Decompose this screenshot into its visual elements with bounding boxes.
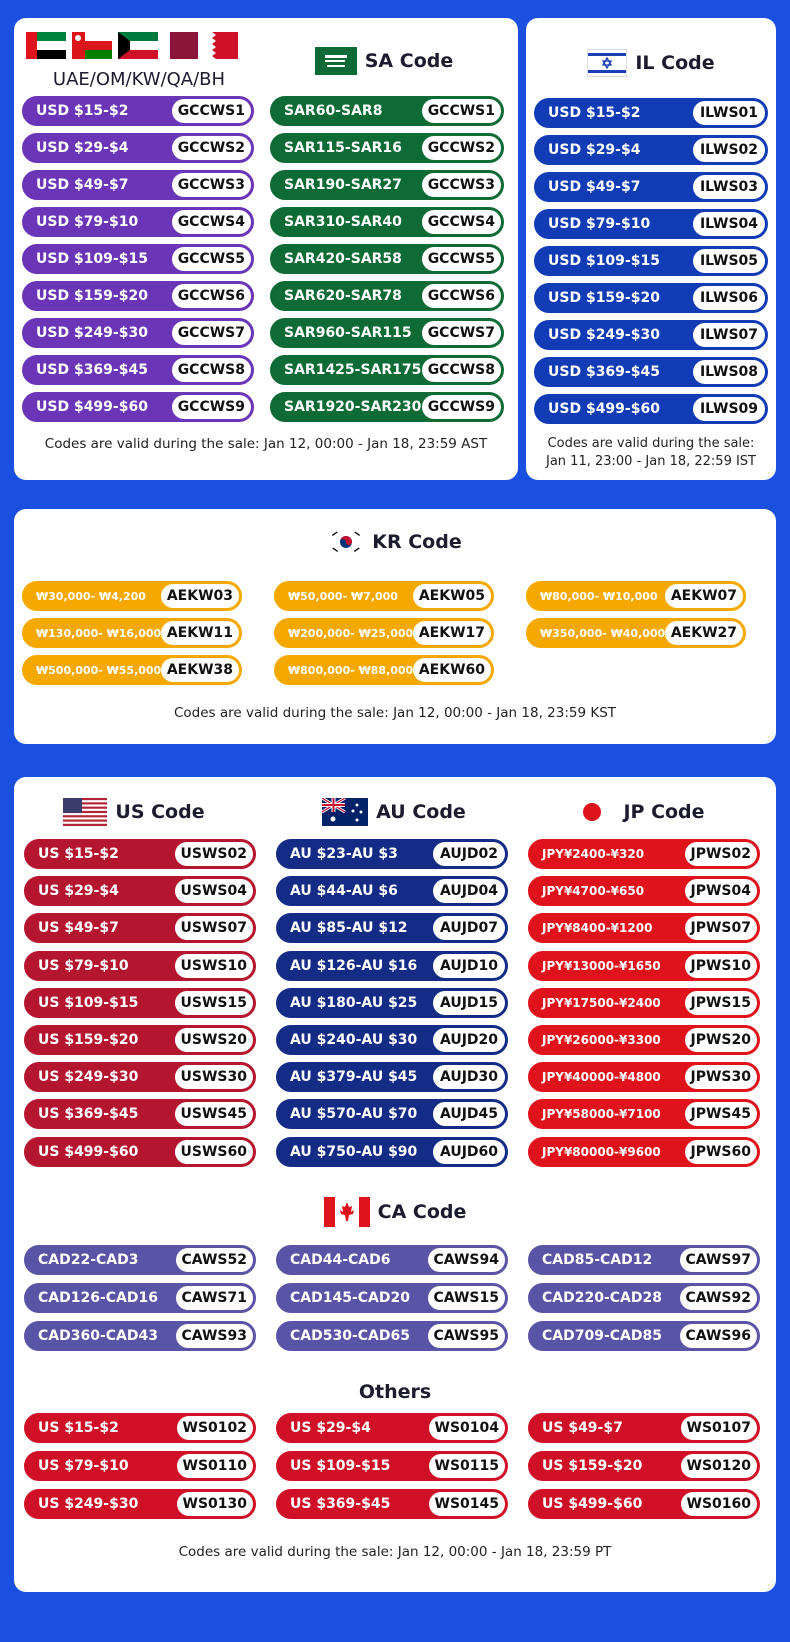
gcc-code[interactable]: GCCWS9 [172,395,251,419]
sa-code[interactable]: GCCWS4 [422,210,501,234]
others-validity-note: Codes are valid during the sale: Jan 12, 00:00 - Jan 18, 23:59 PT [178,1544,612,1560]
gcc-amount: USD $159-$20 [36,288,148,304]
au-code-pill[interactable] [276,1025,508,1055]
il-title-row [526,48,776,78]
jp-code[interactable]: JPWS30 [685,1065,757,1089]
kr-amount: ₩350,000- ₩40,000 [540,626,665,640]
kr-code-pill[interactable] [274,581,494,611]
au-amount: AU $126-AU $16 [290,957,418,974]
sa-code-pill[interactable] [270,170,504,200]
gcc-code[interactable]: GCCWS1 [172,99,251,123]
us-amount: US $369-$45 [38,1106,139,1123]
ca-code-pill[interactable] [24,1321,256,1351]
ca-code-pill[interactable] [24,1283,256,1313]
others-amount: US $159-$20 [542,1458,643,1474]
kr-code[interactable]: AEKW07 [665,584,743,608]
us-code[interactable]: USWS04 [175,879,253,903]
ca-code[interactable]: CAWS71 [176,1286,254,1310]
gcc-amount: USD $15-$2 [36,103,129,119]
others-amount: US $29-$4 [290,1420,371,1436]
ca-amount: CAD709-CAD85 [542,1328,662,1344]
oman-flag-icon [72,32,112,59]
au-code[interactable]: AUJD10 [433,954,505,978]
ca-title: CA Code [377,1201,467,1223]
il-amount: USD $109-$15 [548,253,660,269]
kr-amount: ₩200,000- ₩25,000 [288,626,413,640]
sa-code-pill[interactable] [270,133,504,163]
others-amount: US $109-$15 [290,1458,391,1474]
il-code[interactable]: ILWS08 [693,360,765,384]
sa-amount: SAR960-SAR115 [284,325,412,341]
us-code-pill[interactable] [24,988,256,1018]
sa-code-pill[interactable] [270,355,504,385]
jp-code[interactable]: JPWS04 [685,879,757,903]
jp-amount: JPY¥17500-¥2400 [542,995,661,1010]
sa-amount: SAR310-SAR40 [284,214,402,230]
au-amount: AU $570-AU $70 [290,1106,418,1123]
il-code[interactable]: ILWS03 [693,175,765,199]
others-code-pill[interactable] [24,1451,256,1481]
sa-amount: SAR60-SAR8 [284,103,383,119]
gcc-code[interactable]: GCCWS8 [172,358,251,382]
il-amount: USD $499-$60 [548,401,660,417]
others-code-pill[interactable] [528,1489,760,1519]
gcc-code-pill[interactable] [22,281,254,311]
kr-code[interactable]: AEKW60 [413,658,491,682]
kr-amount: ₩500,000- ₩55,000 [36,663,161,677]
jp-code[interactable]: JPWS60 [685,1140,757,1164]
jp-code[interactable]: JPWS02 [685,842,757,866]
others-amount: US $49-$7 [542,1420,623,1436]
jp-code-pill[interactable] [528,1062,760,1092]
ca-code-pill[interactable] [276,1321,508,1351]
sa-amount: SAR1425-SAR175 [284,362,422,378]
au-amount: AU $23-AU $3 [290,846,398,862]
canada-flag-icon [324,1197,370,1227]
il-title: IL Code [635,52,715,74]
kr-code[interactable]: AEKW17 [413,621,491,645]
us-code[interactable]: USWS15 [175,991,253,1015]
us-code[interactable]: USWS30 [175,1065,253,1089]
kr-code-pill[interactable] [274,655,494,685]
jp-code-pill[interactable] [528,1025,760,1055]
gcc-amount: USD $109-$15 [36,251,148,267]
il-code-pill[interactable] [534,98,768,128]
au-code[interactable]: AUJD30 [433,1065,505,1089]
sa-code[interactable]: GCCWS7 [422,321,501,345]
us-code-pill[interactable] [24,839,256,869]
us-code-pill[interactable] [24,913,256,943]
us-code[interactable]: USWS60 [175,1140,253,1164]
ca-amount: CAD145-CAD20 [290,1290,410,1306]
others-code[interactable]: WS0130 [177,1492,254,1516]
kr-code-pill[interactable] [274,618,494,648]
ca-code-pill[interactable] [276,1245,508,1275]
ca-code[interactable]: CAWS92 [680,1286,758,1310]
kr-title: KR Code [372,531,462,553]
il-amount: USD $159-$20 [548,290,660,306]
au-amount: AU $44-AU $6 [290,883,398,900]
ca-code-pill[interactable] [528,1283,760,1313]
gcc-code-pill[interactable] [22,392,254,422]
sa-code[interactable]: GCCWS3 [422,173,501,197]
gcc-code-pill[interactable] [22,207,254,237]
il-code-pill[interactable] [534,209,768,239]
il-amount: USD $15-$2 [548,105,641,121]
us-code-pill[interactable] [24,951,256,981]
sa-code[interactable]: GCCWS5 [422,247,501,271]
il-code-pill[interactable] [534,320,768,350]
others-code[interactable]: WS0115 [429,1454,506,1478]
saudi-flag-icon [315,47,357,75]
gcc-amount: USD $29-$4 [36,140,129,156]
gcc-amount: USD $499-$60 [36,399,148,415]
gcc-code[interactable]: GCCWS7 [172,321,251,345]
au-amount: AU $240-AU $30 [290,1032,418,1048]
others-amount: US $499-$60 [542,1496,643,1512]
au-title-row [294,797,494,827]
au-code[interactable]: AUJD02 [433,842,505,866]
kr-amount: ₩800,000- ₩88,000 [288,663,413,677]
au-code[interactable]: AUJD60 [433,1140,505,1164]
il-code[interactable]: ILWS05 [693,249,765,273]
au-code[interactable]: AUJD15 [433,991,505,1015]
others-amount: US $369-$45 [290,1496,391,1512]
jp-code-pill[interactable] [528,988,760,1018]
au-code-pill[interactable] [276,1099,508,1129]
ca-code-pill[interactable] [528,1245,760,1275]
gcc-title: UAE/OM/KW/QA/BH [52,68,226,90]
ca-code-pill[interactable] [24,1245,256,1275]
gcc-amount: USD $369-$45 [36,362,148,378]
sa-amount: SAR420-SAR58 [284,251,402,267]
au-amount: AU $180-AU $25 [290,994,418,1011]
jp-code[interactable]: JPWS15 [685,991,757,1015]
au-code[interactable]: AUJD45 [433,1102,505,1126]
kr-code-pill[interactable] [22,618,242,648]
gcc-code-pill[interactable] [22,170,254,200]
kr-amount: ₩50,000- ₩7,000 [288,589,398,603]
kr-code-pill[interactable] [22,581,242,611]
au-amount: AU $379-AU $45 [290,1069,418,1086]
gcc-amount: USD $49-$7 [36,177,129,193]
us-amount: US $15-$2 [38,846,119,862]
others-code[interactable]: WS0120 [681,1454,758,1478]
others-code-pill[interactable] [276,1489,508,1519]
others-code[interactable]: WS0145 [429,1492,506,1516]
il-code[interactable]: ILWS09 [693,397,765,421]
gcc-code-pill[interactable] [22,355,254,385]
sa-code[interactable]: GCCWS1 [422,99,501,123]
gcc-amount: USD $79-$10 [36,214,139,230]
sa-amount: SAR115-SAR16 [284,140,402,156]
us-code-pill[interactable] [24,876,256,906]
il-code[interactable]: ILWS02 [693,138,765,162]
us-title: US Code [115,801,205,823]
au-code-pill[interactable] [276,876,508,906]
kr-title-row [14,527,776,557]
il-code-pill[interactable] [534,394,768,424]
sa-code[interactable]: GCCWS9 [422,395,501,419]
korea-flag-icon [328,529,364,555]
ca-amount: CAD126-CAD16 [38,1290,158,1306]
il-validity-note-line1: Codes are valid during the sale: [547,436,755,451]
au-code-pill[interactable] [276,1137,508,1167]
il-code[interactable]: ILWS06 [693,286,765,310]
us-code[interactable]: USWS10 [175,954,253,978]
sa-title: SA Code [364,50,454,72]
gcc-code-pill[interactable] [22,133,254,163]
others-code[interactable]: WS0110 [177,1454,254,1478]
gcc-code[interactable]: GCCWS3 [172,173,251,197]
us-code-pill[interactable] [24,1099,256,1129]
il-amount: USD $79-$10 [548,216,651,232]
us-code-pill[interactable] [24,1025,256,1055]
au-title: AU Code [376,801,466,823]
gcc-flags [26,32,238,59]
ca-amount: CAD360-CAD43 [38,1328,158,1344]
il-validity-note-line2: Jan 11, 23:00 - Jan 18, 22:59 IST [546,454,756,469]
others-code[interactable]: WS0104 [429,1416,506,1440]
au-code-pill[interactable] [276,839,508,869]
kr-code-pill[interactable] [526,581,746,611]
sa-code-pill[interactable] [270,318,504,348]
kr-code[interactable]: AEKW11 [161,621,239,645]
kr-code[interactable]: AEKW03 [161,584,239,608]
jp-amount: JPY¥8400-¥1200 [542,921,653,936]
il-amount: USD $369-$45 [548,364,660,380]
il-card [526,18,776,480]
kr-validity-note: Codes are valid during the sale: Jan 12, 00:00 - Jan 18, 23:59 KST [173,705,617,721]
sa-amount: SAR1920-SAR230 [284,399,422,415]
au-code-pill[interactable] [276,913,508,943]
sa-code[interactable]: GCCWS6 [422,284,501,308]
us-flag-icon [63,798,107,826]
jp-code[interactable]: JPWS20 [685,1028,757,1052]
sa-code-pill[interactable] [270,96,504,126]
jp-code-pill[interactable] [528,839,760,869]
uae-flag-icon [26,32,66,59]
jp-code[interactable]: JPWS45 [685,1102,757,1126]
sa-amount: SAR190-SAR27 [284,177,402,193]
us-code-pill[interactable] [24,1062,256,1092]
il-code[interactable]: ILWS04 [693,212,765,236]
au-amount: AU $85-AU $12 [290,920,408,937]
others-amount: US $79-$10 [38,1458,129,1474]
us-code[interactable]: USWS07 [175,916,253,940]
us-amount: US $249-$30 [38,1069,139,1086]
kr-amount: ₩30,000- ₩4,200 [36,589,146,603]
ca-amount: CAD530-CAD65 [290,1328,410,1344]
il-code[interactable]: ILWS01 [693,101,765,125]
gcc-code[interactable]: GCCWS4 [172,210,251,234]
ca-code[interactable]: CAWS95 [428,1324,506,1348]
au-code-pill[interactable] [276,988,508,1018]
others-code[interactable]: WS0107 [681,1416,758,1440]
sa-amount: SAR620-SAR78 [284,288,402,304]
ca-amount: CAD85-CAD12 [542,1252,653,1268]
kr-code-pill[interactable] [22,655,242,685]
others-code-pill[interactable] [276,1413,508,1443]
others-code-pill[interactable] [528,1413,760,1443]
others-amount: US $249-$30 [38,1496,139,1512]
jp-title: JP Code [623,801,705,823]
il-code-pill[interactable] [534,283,768,313]
il-amount: USD $29-$4 [548,142,641,158]
ca-code[interactable]: CAWS52 [176,1248,254,1272]
il-code-pill[interactable] [534,172,768,202]
gcc-sa-card [14,18,518,480]
ca-title-row [14,1195,776,1229]
jp-amount: JPY¥4700-¥650 [542,884,645,899]
au-code[interactable]: AUJD20 [433,1028,505,1052]
gcc-code-pill[interactable] [22,318,254,348]
jp-amount: JPY¥58000-¥7100 [542,1107,661,1122]
ca-code[interactable]: CAWS15 [428,1286,506,1310]
us-code[interactable]: USWS20 [175,1028,253,1052]
others-code[interactable]: WS0102 [177,1416,254,1440]
us-amount: US $29-$4 [38,883,119,900]
kr-card [14,509,776,744]
kr-code[interactable]: AEKW38 [161,658,239,682]
il-code[interactable]: ILWS07 [693,323,765,347]
il-code-pill[interactable] [534,135,768,165]
others-code-pill[interactable] [528,1451,760,1481]
jp-code[interactable]: JPWS10 [685,954,757,978]
us-title-row [34,797,234,827]
au-code-pill[interactable] [276,951,508,981]
jp-amount: JPY¥80000-¥9600 [542,1144,661,1159]
kr-code[interactable]: AEKW05 [413,584,491,608]
sa-code-pill[interactable] [270,281,504,311]
others-code-pill[interactable] [24,1489,256,1519]
others-title: Others [358,1381,432,1403]
il-code-pill[interactable] [534,246,768,276]
jp-amount: JPY¥13000-¥1650 [542,958,661,973]
jp-amount: JPY¥26000-¥3300 [542,1033,661,1047]
sa-code[interactable]: GCCWS2 [422,136,501,160]
gcc-code-pill[interactable] [22,96,254,126]
jp-amount: JPY¥2400-¥320 [542,847,645,861]
ca-amount: CAD44-CAD6 [290,1252,391,1268]
sa-code-pill[interactable] [270,244,504,274]
us-amount: US $79-$10 [38,957,129,974]
us-amount: US $109-$15 [38,994,139,1011]
ca-code[interactable]: CAWS94 [428,1248,506,1272]
jp-code-pill[interactable] [528,1137,760,1167]
il-amount: USD $49-$7 [548,179,641,195]
bahrain-flag-icon [204,32,238,59]
au-code[interactable]: AUJD04 [433,879,505,903]
kr-code[interactable]: AEKW27 [665,621,743,645]
au-amount: AU $750-AU $90 [290,1143,418,1160]
ca-code-pill[interactable] [276,1283,508,1313]
kr-amount: ₩80,000- ₩10,000 [540,589,658,603]
others-code[interactable]: WS0160 [681,1492,758,1516]
gcc-code[interactable]: GCCWS6 [172,284,251,308]
qatar-flag-icon [164,32,198,59]
others-amount: US $15-$2 [38,1420,119,1436]
jp-code[interactable]: JPWS07 [685,916,757,940]
australia-flag-icon [322,798,368,826]
sa-code-pill[interactable] [270,392,504,422]
others-code-pill[interactable] [276,1451,508,1481]
ca-code[interactable]: CAWS96 [680,1324,758,1348]
us-amount: US $159-$20 [38,1032,139,1048]
sa-title-row [314,46,454,76]
il-amount: USD $249-$30 [548,327,660,343]
ca-code[interactable]: CAWS97 [680,1248,758,1272]
gcc-code[interactable]: GCCWS5 [172,247,251,271]
sa-code-pill[interactable] [270,207,504,237]
us-amount: US $49-$7 [38,920,119,937]
au-code[interactable]: AUJD07 [433,916,505,940]
jp-code-pill[interactable] [528,951,760,981]
ca-code-pill[interactable] [528,1321,760,1351]
gcc-code[interactable]: GCCWS2 [172,136,251,160]
sa-code[interactable]: GCCWS8 [422,358,501,382]
jp-code-pill[interactable] [528,876,760,906]
us-amount: US $499-$60 [38,1143,139,1160]
others-code-pill[interactable] [24,1413,256,1443]
jp-amount: JPY¥40000-¥4800 [542,1070,661,1085]
kr-amount: ₩130,000- ₩16,000 [36,626,161,640]
jp-code-pill[interactable] [528,1099,760,1129]
kuwait-flag-icon [118,32,158,59]
israel-flag-icon [587,49,627,77]
japan-flag-icon [583,803,601,821]
au-code-pill[interactable] [276,1062,508,1092]
us-code-pill[interactable] [24,1137,256,1167]
gcc-amount: USD $249-$30 [36,325,148,341]
jp-title-row [554,797,734,827]
ca-amount: CAD22-CAD3 [38,1252,139,1268]
gcc-code-pill[interactable] [22,244,254,274]
us-au-jp-ca-others-card [14,777,776,1592]
gcc-sa-validity-note: Codes are valid during the sale: Jan 12, 00:00 - Jan 18, 23:59 AST [44,436,488,452]
jp-code-pill[interactable] [528,913,760,943]
us-code[interactable]: USWS45 [175,1102,253,1126]
us-code[interactable]: USWS02 [175,842,253,866]
kr-code-pill[interactable] [526,618,746,648]
ca-amount: CAD220-CAD28 [542,1290,662,1306]
ca-code[interactable]: CAWS93 [176,1324,254,1348]
il-code-pill[interactable] [534,357,768,387]
